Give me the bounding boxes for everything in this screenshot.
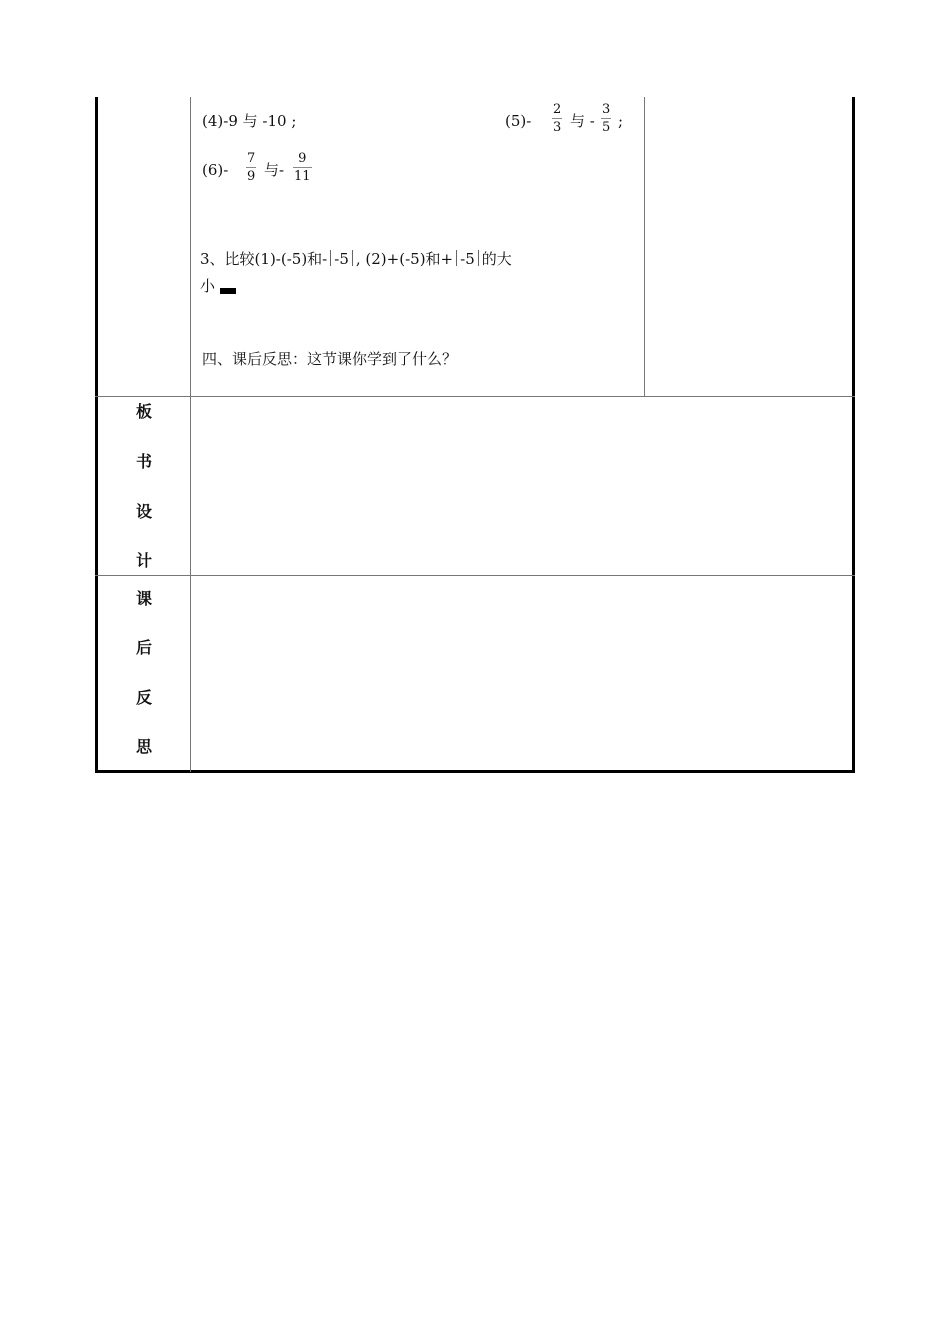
fraction-denominator: 9: [247, 169, 256, 184]
reflection-char-4: 思: [135, 737, 152, 756]
table-border-left: [95, 97, 98, 773]
fraction-bar: [601, 118, 611, 119]
fraction-numerator: 3: [602, 102, 611, 117]
notes-cell: [645, 98, 851, 395]
absolute-value-2: -5: [460, 250, 475, 268]
fraction-denominator: 3: [553, 120, 562, 135]
table-border-right: [852, 97, 855, 773]
exercise-item-5-suffix: ;: [618, 112, 624, 130]
fraction-bar: [293, 167, 312, 168]
fraction-numerator: 9: [298, 151, 307, 166]
text-cursor-mark: [220, 288, 236, 294]
absolute-value-bar: [352, 250, 353, 266]
absolute-value-bar: [478, 250, 479, 266]
question-3-part-3: 的大: [481, 250, 512, 268]
absolute-value-bar: [456, 250, 457, 266]
fraction-3-5: [601, 102, 611, 135]
question-3-part-1: 3、比较(1)-(-5)和-: [200, 250, 328, 268]
question-3-line-2: 小: [200, 277, 216, 295]
table-border-bottom: [95, 770, 855, 773]
question-3-line-1: [200, 250, 512, 268]
reflection-char-2: 后: [135, 638, 152, 657]
exercise-item-4: (4)-9 与 -10 ;: [202, 112, 297, 130]
fraction-numerator: 2: [553, 102, 562, 117]
exercise-item-6-prefix: (6)-: [202, 161, 229, 179]
question-3-part-2: , (2)+(-5)和+: [355, 250, 454, 268]
absolute-value-1: -5: [334, 250, 349, 268]
absolute-value-bar: [330, 250, 331, 266]
reflection-question: 四、课后反思：这节课你学到了什么？: [202, 350, 458, 368]
exercise-item-5-prefix: (5)-: [505, 112, 532, 130]
exercise-item-5-mid: 与 -: [570, 112, 595, 130]
fraction-bar: [552, 118, 562, 119]
fraction-numerator: 7: [247, 151, 256, 166]
board-design-char-4: 计: [135, 551, 152, 570]
fraction-denominator: 11: [294, 169, 311, 184]
fraction-7-9: [246, 151, 256, 184]
reflection-char-3: 反: [135, 688, 152, 707]
reflection-char-1: 课: [135, 589, 152, 608]
board-design-char-1: 板: [135, 402, 152, 421]
after-class-reflection-content: [191, 576, 851, 769]
fraction-2-3: [552, 102, 562, 135]
fraction-9-11: [293, 151, 312, 184]
board-design-content: [191, 397, 851, 574]
fraction-denominator: 5: [602, 120, 611, 135]
fraction-bar: [246, 167, 256, 168]
exercise-item-6-mid: 与-: [264, 161, 285, 179]
board-design-char-2: 书: [135, 452, 152, 471]
board-design-char-3: 设: [135, 502, 152, 521]
